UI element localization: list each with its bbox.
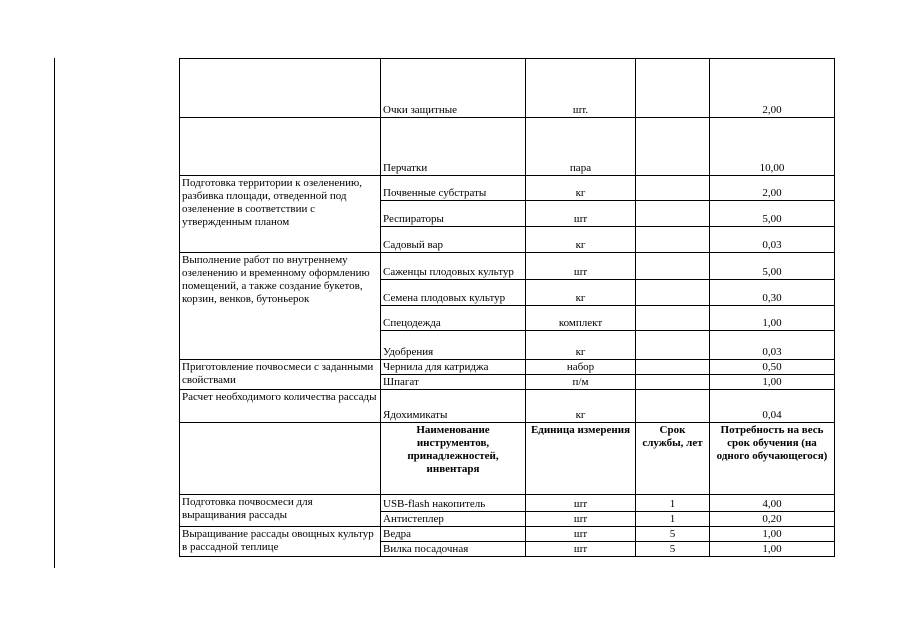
item-need: 0,50	[710, 360, 835, 375]
item-name: Ведра	[381, 527, 526, 542]
item-name: Удобрения	[381, 331, 526, 360]
item-need: 0,03	[710, 331, 835, 360]
item-term	[636, 118, 710, 176]
item-need: 0,30	[710, 280, 835, 306]
item-term: 1	[636, 512, 710, 527]
header-name: Наименование инструментов, принадлежностей, инвентаря	[381, 423, 526, 495]
table-row	[180, 176, 835, 201]
item-unit: кг	[526, 176, 636, 201]
item-unit: шт.	[526, 59, 636, 118]
item-name: Спецодежда	[381, 306, 526, 331]
equipment-table	[179, 58, 835, 557]
item-unit: кг	[526, 390, 636, 423]
item-term	[636, 227, 710, 253]
item-unit: комплект	[526, 306, 636, 331]
table-row	[180, 390, 835, 423]
left-margin-line	[54, 58, 55, 568]
item-name: Респираторы	[381, 201, 526, 227]
item-term	[636, 59, 710, 118]
item-need: 1,00	[710, 527, 835, 542]
item-name: Очки защитные	[381, 59, 526, 118]
item-name: Чернила для катриджа	[381, 360, 526, 375]
table-row	[180, 59, 835, 118]
item-term	[636, 360, 710, 375]
item-unit: шт	[526, 495, 636, 512]
header-term: Срок службы, лет	[636, 423, 710, 495]
item-name: Садовый вар	[381, 227, 526, 253]
header-unit: Единица измерения	[526, 423, 636, 495]
item-need: 1,00	[710, 542, 835, 557]
item-name: Перчатки	[381, 118, 526, 176]
item-unit: кг	[526, 331, 636, 360]
item-need: 1,00	[710, 375, 835, 390]
item-unit: шт	[526, 201, 636, 227]
item-need: 1,00	[710, 306, 835, 331]
table-row	[180, 118, 835, 176]
table-row	[180, 527, 835, 542]
operation-cell: Выращивание рассады овощных культур в рассадной теплице	[180, 527, 381, 557]
operation-cell: Подготовка почвосмеси для выращивания рассады	[180, 495, 381, 527]
item-need: 10,00	[710, 118, 835, 176]
item-term: 5	[636, 527, 710, 542]
item-term	[636, 331, 710, 360]
item-need: 5,00	[710, 201, 835, 227]
item-need: 4,00	[710, 495, 835, 512]
item-unit: шт	[526, 253, 636, 280]
item-name: Шпагат	[381, 375, 526, 390]
item-name: Вилка посадочная	[381, 542, 526, 557]
item-unit: шт	[526, 542, 636, 557]
header-operation-cell-empty	[180, 423, 381, 495]
table-row	[180, 253, 835, 280]
item-term	[636, 201, 710, 227]
item-name: Антистеплер	[381, 512, 526, 527]
operation-cell: Выполнение работ по внутреннему озеленению и временному оформлению помещений, а также создание букетов, корзин, венков, бутоньерок	[180, 253, 381, 360]
item-term	[636, 280, 710, 306]
item-term	[636, 390, 710, 423]
item-need: 0,04	[710, 390, 835, 423]
item-need: 0,03	[710, 227, 835, 253]
table-row	[180, 495, 835, 512]
item-need: 5,00	[710, 253, 835, 280]
item-unit: шт	[526, 512, 636, 527]
item-name: Саженцы плодовых культур	[381, 253, 526, 280]
item-unit: набор	[526, 360, 636, 375]
item-term: 5	[636, 542, 710, 557]
item-term	[636, 253, 710, 280]
item-term	[636, 306, 710, 331]
item-unit: пара	[526, 118, 636, 176]
operation-cell: Расчет необходимого количества рассады	[180, 390, 381, 423]
table-header-row	[180, 423, 835, 495]
item-need: 2,00	[710, 59, 835, 118]
item-name: Семена плодовых культур	[381, 280, 526, 306]
header-need: Потребность на весь срок обучения (на одного обучающегося)	[710, 423, 835, 495]
item-name: Ядохимикаты	[381, 390, 526, 423]
operation-cell-empty	[180, 118, 381, 176]
item-unit: кг	[526, 280, 636, 306]
item-term	[636, 375, 710, 390]
item-unit: кг	[526, 227, 636, 253]
operation-cell: Приготовление почвосмеси с заданными свойствами	[180, 360, 381, 390]
item-name: USB-flash накопитель	[381, 495, 526, 512]
operation-cell-empty	[180, 59, 381, 118]
operation-cell: Подготовка территории к озеленению, разбивка площади, отведенной под озеленение в соответствии с утвержденным планом	[180, 176, 381, 253]
item-term	[636, 176, 710, 201]
item-term: 1	[636, 495, 710, 512]
item-unit: п/м	[526, 375, 636, 390]
item-need: 2,00	[710, 176, 835, 201]
table-row	[180, 360, 835, 375]
item-need: 0,20	[710, 512, 835, 527]
item-name: Почвенные субстраты	[381, 176, 526, 201]
item-unit: шт	[526, 527, 636, 542]
